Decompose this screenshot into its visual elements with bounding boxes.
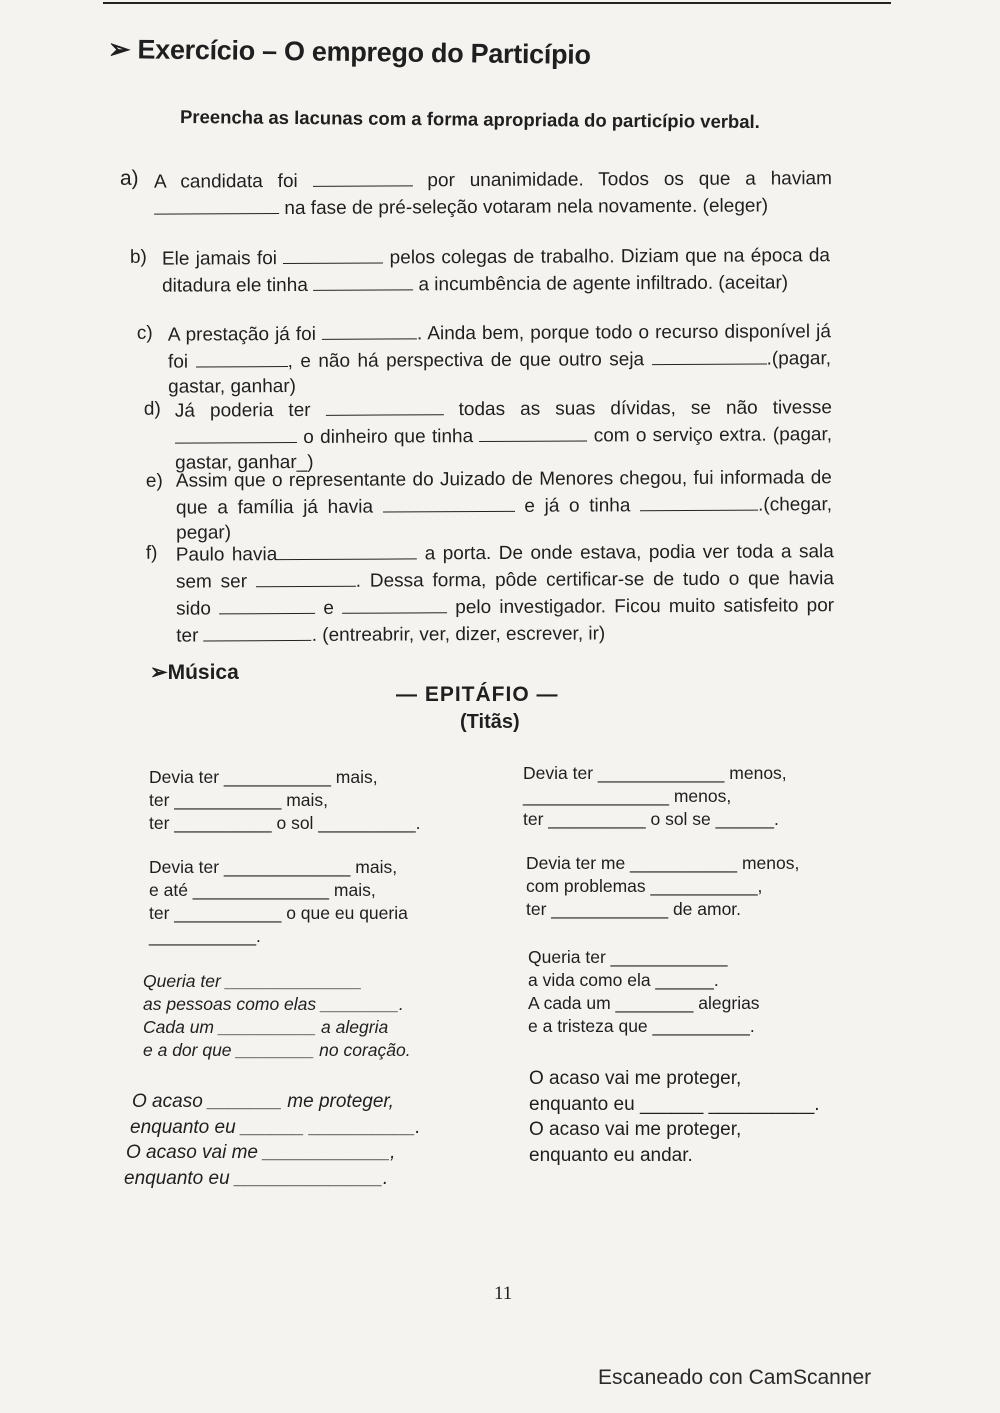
lyric-line: Cada um __________ a alegria bbox=[143, 1017, 389, 1037]
exercise-c bbox=[137, 317, 831, 400]
exercise-text: todas as suas dívidas, se não tivesse bbox=[458, 397, 832, 421]
answer-blank[interactable] bbox=[383, 492, 515, 513]
answer-blank[interactable] bbox=[195, 347, 287, 367]
lyric-line: Queria ter ____________ bbox=[528, 947, 728, 967]
exercise-letter: e) bbox=[145, 470, 163, 492]
exercise-e bbox=[146, 465, 832, 546]
exercise-text: a incumbência de agente infiltrado. (aceitar) bbox=[418, 272, 789, 296]
exercise-text: pelos colegas de trabalho. Diziam que na época da ditadura ele tinha bbox=[162, 245, 831, 297]
stanza bbox=[529, 1066, 820, 1168]
song-artist: (Titãs) bbox=[460, 711, 520, 733]
exercise-letter: f) bbox=[145, 542, 158, 564]
lyric-line: enquanto eu andar. bbox=[529, 1144, 693, 1166]
lyric-line: Devia ter _____________ menos, bbox=[523, 763, 787, 783]
lyric-line: ___________. bbox=[149, 926, 261, 946]
lyric-line: com problemas ___________, bbox=[526, 876, 763, 896]
lyric-line: e a dor que ________ no coração. bbox=[143, 1040, 411, 1060]
exercise-text: pelo investigador. Ficou muito satisfeito por ter bbox=[176, 595, 835, 647]
lyric-line: ter ___________ mais, bbox=[149, 790, 329, 810]
exercise-text: Paulo havia bbox=[175, 544, 278, 566]
lyric-line: Devia ter _____________ mais, bbox=[149, 857, 398, 877]
exercise-text: . (entreabrir, ver, dizer, escrever, ir) bbox=[311, 623, 606, 646]
exercise-letter: b) bbox=[129, 246, 147, 268]
lyric-line: O acaso vai me ____________, bbox=[126, 1142, 396, 1163]
answer-blank[interactable] bbox=[479, 421, 587, 442]
answer-blank[interactable] bbox=[342, 593, 447, 614]
lyric-line: O acaso vai me proteger, bbox=[529, 1068, 742, 1089]
exercise-text: .(chegar, pegar) bbox=[176, 494, 833, 544]
exercise-d bbox=[144, 393, 832, 476]
answer-blank[interactable] bbox=[322, 319, 417, 339]
exercise-text: na fase de pré-seleção votaram nela novamente. (eleger) bbox=[284, 195, 769, 220]
stanza bbox=[149, 766, 421, 835]
exercise-letter: c) bbox=[136, 322, 153, 344]
answer-blank[interactable] bbox=[313, 270, 413, 291]
answer-blank[interactable] bbox=[312, 166, 412, 187]
lyric-line: enquanto eu ______________. bbox=[124, 1167, 389, 1189]
exercise-text: a porta. De onde estava, podia ver toda a sala sem ser bbox=[175, 541, 834, 593]
page-title: ➢ Exercício – O emprego do Particípio bbox=[107, 34, 591, 70]
song-title: — EPITÁFIO — bbox=[396, 683, 559, 706]
exercise-text: . Ainda bem, porque todo o recurso disponível já foi bbox=[167, 321, 831, 373]
lyric-line: _______________ menos, bbox=[523, 786, 732, 806]
exercise-text: , e não há perspectiva de que outro seja bbox=[287, 349, 645, 373]
lyric-line: e até ______________ mais, bbox=[149, 880, 376, 900]
exercise-text: Assim que o representante do Juizado de Menores chegou, fui informada de que a família já havia bbox=[175, 467, 832, 519]
lyric-line: enquanto eu ______ __________. bbox=[529, 1093, 820, 1115]
answer-blank[interactable] bbox=[651, 345, 766, 366]
exercise-text: por unanimidade. Todos os que a haviam bbox=[427, 168, 832, 192]
stanza bbox=[124, 1089, 421, 1191]
stanza bbox=[528, 946, 760, 1038]
exercise-b bbox=[130, 241, 830, 299]
scanner-watermark: Escaneado con CamScanner bbox=[598, 1366, 872, 1389]
exercise-letter: d) bbox=[143, 398, 161, 420]
stanza bbox=[149, 856, 408, 948]
answer-blank[interactable] bbox=[283, 244, 383, 265]
answer-blank[interactable] bbox=[204, 621, 312, 642]
exercise-text: o dinheiro que tinha bbox=[303, 426, 474, 448]
answer-blank[interactable] bbox=[154, 194, 279, 215]
lyric-line: ter __________ o sol __________. bbox=[149, 813, 421, 833]
stanza bbox=[523, 762, 787, 831]
page-number: 11 bbox=[494, 1283, 513, 1304]
exercise-f bbox=[146, 537, 835, 649]
exercise-text: . Dessa forma, pôde certificar-se de tudo o que havia sido bbox=[176, 568, 834, 620]
exercise-text: e já o tinha bbox=[524, 495, 631, 517]
lyric-line: ter ____________ de amor. bbox=[526, 899, 742, 919]
exercise-text: Ele jamais foi bbox=[161, 248, 278, 270]
answer-blank[interactable] bbox=[219, 594, 315, 615]
lyric-line: ter __________ o sol se ______. bbox=[523, 809, 779, 829]
stanza bbox=[143, 970, 411, 1062]
lyric-line: as pessoas como elas ________. bbox=[143, 994, 404, 1014]
lyric-line: enquanto eu ______ __________. bbox=[130, 1116, 421, 1138]
lyric-line: O acaso _______ me proteger, bbox=[132, 1091, 394, 1112]
exercise-text: A candidata foi bbox=[153, 170, 298, 193]
lyric-line: Devia ter ___________ mais, bbox=[149, 767, 378, 787]
lyric-line: a vida como ela ______. bbox=[528, 970, 719, 990]
stanza bbox=[526, 852, 799, 921]
exercise-letter: a) bbox=[119, 166, 139, 190]
answer-blank[interactable] bbox=[326, 395, 444, 416]
lyric-line: Queria ter ______________ bbox=[143, 971, 362, 991]
lyric-line: ter ___________ o que eu queria bbox=[149, 903, 408, 923]
answer-blank[interactable] bbox=[277, 539, 417, 560]
exercise-text: Já poderia ter bbox=[174, 399, 311, 422]
music-section-label: ➢Música bbox=[150, 661, 239, 684]
lyric-line: O acaso vai me proteger, bbox=[529, 1119, 742, 1140]
exercise-text: .(pagar, gastar, ganhar) bbox=[168, 348, 832, 398]
lyric-line: e a tristeza que __________. bbox=[528, 1016, 755, 1036]
lyric-line: Devia ter me ___________ menos, bbox=[526, 853, 800, 873]
exercise-text: e bbox=[323, 597, 334, 619]
answer-blank[interactable] bbox=[640, 491, 758, 512]
answer-blank[interactable] bbox=[175, 423, 297, 444]
exercise-text: A prestação já foi bbox=[167, 323, 317, 346]
exercise-a bbox=[120, 164, 832, 222]
exercise-text: com o serviço extra. (pagar, gastar, ganhar_) bbox=[175, 424, 833, 474]
instruction-text: Preencha as lacunas com a forma apropriada do particípio verbal. bbox=[179, 106, 760, 133]
answer-blank[interactable] bbox=[256, 567, 356, 588]
lyric-line: A cada um ________ alegrias bbox=[528, 993, 760, 1013]
top-rule bbox=[103, 2, 891, 4]
